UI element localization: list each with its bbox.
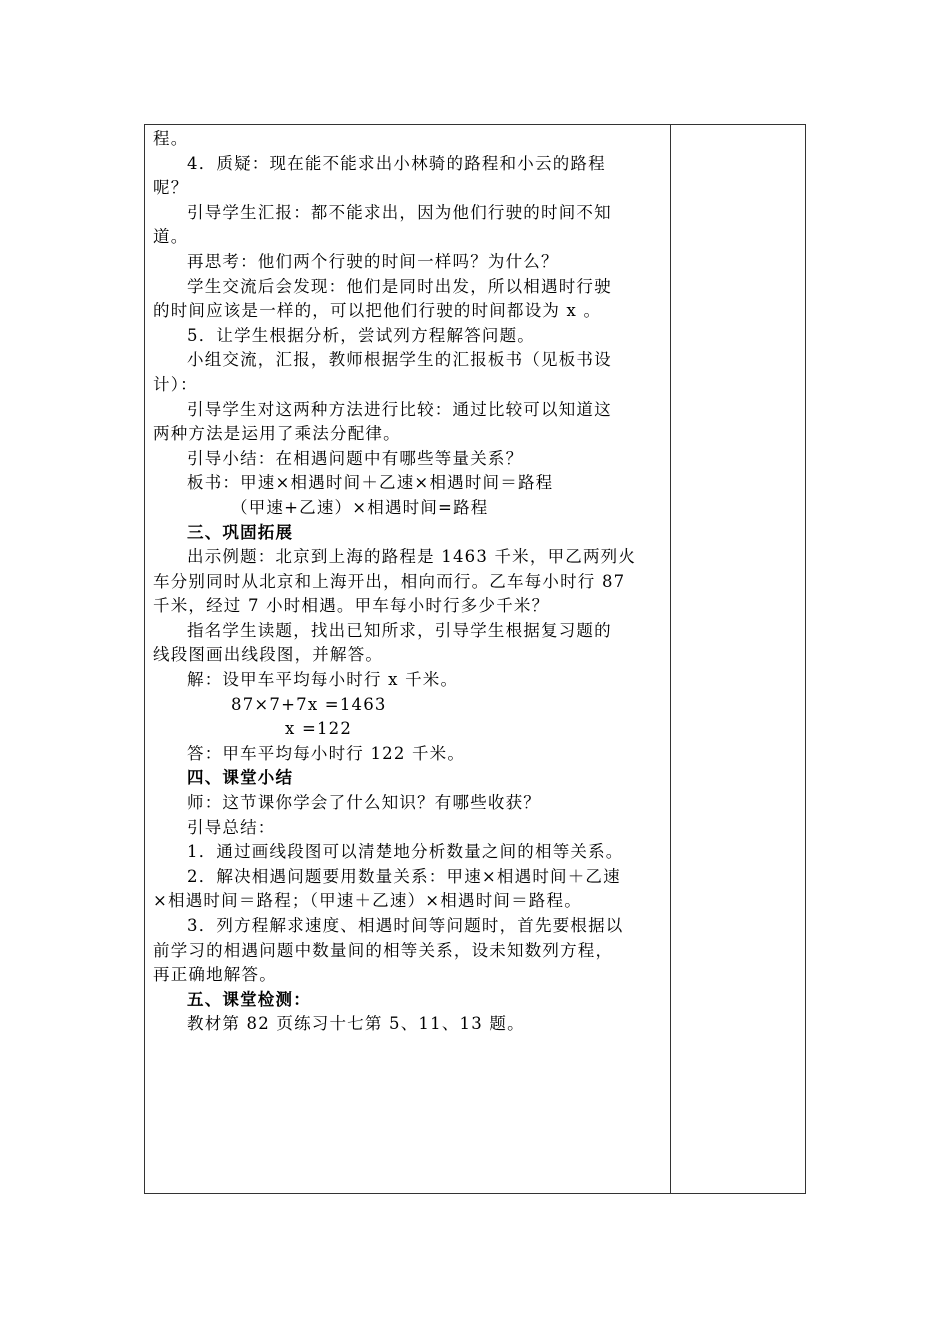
- text-line: 教材第 82 页练习十七第 5、11、13 题。: [187, 1014, 525, 1034]
- text-line: 引导学生对这两种方法进行比较：通过比较可以知道这: [187, 399, 612, 419]
- text-line: 3．列方程解求速度、相遇时间等问题时，首先要根据以: [187, 916, 624, 935]
- lesson-table: [144, 124, 806, 1194]
- text-line: 引导总结：: [187, 817, 276, 837]
- text-line: 的时间应该是一样的，可以把他们行驶的时间都设为 x 。: [153, 301, 602, 321]
- text-line: 4．质疑：现在能不能求出小林骑的路程和小云的路程: [187, 153, 606, 173]
- text-line: 呢？: [153, 178, 189, 198]
- text-line: 解：设甲车平均每小时行 x 千米。: [187, 670, 459, 690]
- text-line: （甲速+乙速）×相遇时间=路程: [231, 497, 489, 517]
- text-line: 道。: [153, 227, 189, 247]
- text-line: 引导学生汇报：都不能求出，因为他们行驶的时间不知: [187, 202, 612, 222]
- text-line: 板书：甲速×相遇时间＋乙速×相遇时间＝路程: [187, 473, 554, 493]
- text-line: 5．让学生根据分析，尝试列方程解答问题。: [187, 325, 535, 345]
- text-line: 小组交流，汇报，教师根据学生的汇报板书（见板书设: [187, 350, 612, 370]
- text-line: 学生交流后会发现：他们是同时出发，所以相遇时行驶: [187, 276, 612, 296]
- text-line: 前学习的相遇问题中数量间的相等关系，设未知数列方程，: [153, 940, 614, 960]
- column-divider: [670, 125, 671, 1193]
- text-line: 车分别同时从北京和上海开出，相向而行。乙车每小时行 87: [153, 571, 626, 591]
- text-line: 再正确地解答。: [153, 965, 277, 985]
- text-line: 千米，经过 7 小时相遇。甲车每小时行多少千米？: [153, 596, 550, 616]
- text-line: 计）：: [153, 374, 198, 394]
- text-line: 线段图画出线段图，并解答。: [153, 645, 384, 665]
- text-line: 程。: [153, 129, 189, 148]
- text-line: 出示例题：北京到上海的路程是 1463 千米，甲乙两列火: [187, 547, 637, 567]
- text-line: 1．通过画线段图可以清楚地分析数量之间的相等关系。: [187, 842, 624, 862]
- equation-line: 87×7+7x =1463: [231, 694, 387, 714]
- text-line: 两种方法是运用了乘法分配律。: [153, 424, 401, 444]
- lesson-content-cell: [153, 127, 665, 1037]
- equation-line: x =122: [285, 719, 353, 739]
- text-line: 答：甲车平均每小时行 122 千米。: [187, 743, 466, 763]
- text-line: 引导小结：在相遇问题中有哪些等量关系？: [187, 448, 524, 468]
- text-line: 师：这节课你学会了什么知识？有哪些收获？: [187, 793, 541, 813]
- section-heading: 三、巩固拓展: [187, 522, 294, 542]
- text-line: 指名学生读题，找出已知所求，引导学生根据复习题的: [187, 620, 612, 640]
- text-line: 2．解决相遇问题要用数量关系：甲速×相遇时间＋乙速: [187, 866, 621, 886]
- section-heading: 四、课堂小结: [187, 768, 294, 788]
- text-line: 再思考：他们两个行驶的时间一样吗？为什么？: [187, 251, 559, 271]
- text-line: ×相遇时间＝路程；（甲速＋乙速）×相遇时间＝路程。: [153, 891, 582, 911]
- section-heading: 五、课堂检测：: [187, 989, 311, 1009]
